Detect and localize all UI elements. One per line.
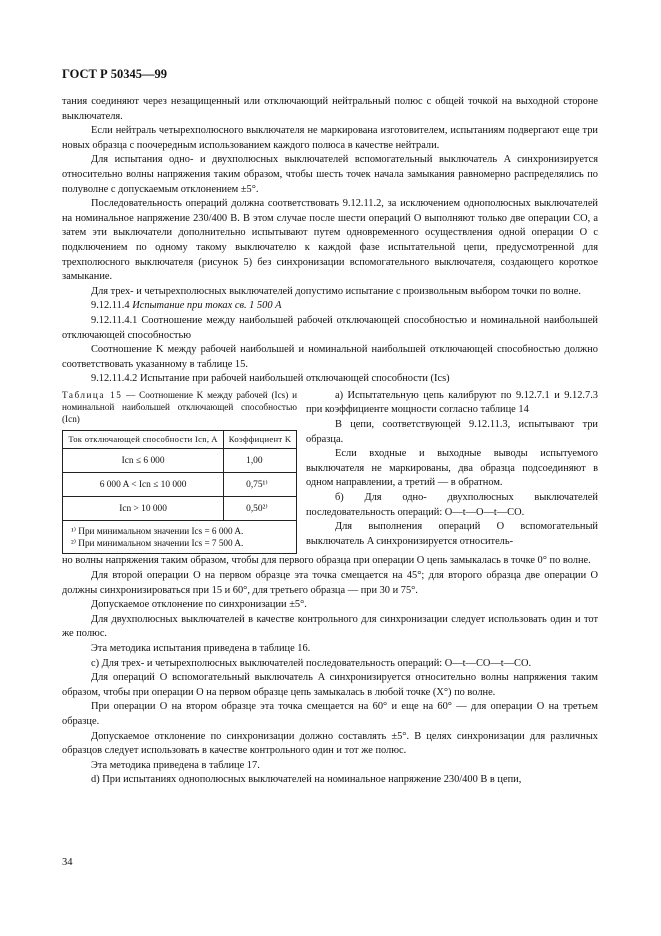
two-column-block bbox=[62, 389, 598, 555]
paragraph: Допускаемое отклонение по синхронизации ±5°. bbox=[91, 599, 307, 611]
table-footnote: ²⁾ При минимальном значении Ics = 7 500 A. bbox=[71, 538, 244, 549]
paragraph: Для двухполюсных выключателей в качестве контрольного для синхронизации следует использовать один и тот же полюс. bbox=[62, 613, 598, 640]
section-9-12-11-4-1: 9.12.11.4.1 Соотношение между наибольшей рабочей отключающей способностью и номинальной наибольшей отключающей способностью bbox=[62, 314, 598, 341]
table-cell-k: 0,75¹⁾ bbox=[224, 473, 297, 497]
paragraph: При операции O на втором образце эта точка смещается на 60° и еще на 60° — для операции O на третьем образце. bbox=[62, 701, 598, 728]
table-cell-condition: 6 000 A < Icn ≤ 10 000 bbox=[63, 473, 224, 497]
coefficient-paragraph: Соотношение K между рабочей наибольшей и номинальной наибольшей отключающей способностью должно соответствовать указанному в таблице 15. bbox=[62, 344, 598, 370]
table-header-coefficient: Коэффициент K bbox=[224, 431, 297, 449]
table-label: Таблица 15 bbox=[62, 389, 123, 400]
paragraph: Для операций O вспомогательный выключатель A синхронизируется относительно волны напряжения таким образом, чтобы при операции O на первом образце цепь замыкалась в любой точке (X°) по волне. bbox=[62, 672, 598, 698]
standard-id-header: ГОСТ Р 50345—99 bbox=[62, 67, 168, 81]
paragraph: Для выполнения операций O вспомогательный выключатель A синхронизируется относитель- bbox=[306, 521, 598, 547]
paragraph: б) Для одно- двухполюсных выключателей последовательность операций: O—t—O—t—CO. bbox=[306, 492, 598, 518]
paragraph: Для испытания одно- и двухполюсных выключателей вспомогательный выключатель A синхронизируется относительно волны напряжения таким образом, чтобы шесть точек начала замыкания равномерно распределялись по полуволне с допускаемым отклонением ±5°. bbox=[62, 154, 598, 195]
table-15 bbox=[62, 430, 297, 554]
paragraph: Эта методика приведена в таблице 17. bbox=[91, 759, 260, 771]
paragraph: тания соединяют через незащищенный или отключающий нейтральный полюс с общей точкой на выходной стороне выключателя. bbox=[62, 96, 598, 122]
table-caption-text: — Соотношение K между рабочей (Ics) и номинальной наибольшей отключающей способностью (Icn) bbox=[62, 389, 297, 425]
table-cell-k: 1,00 bbox=[224, 449, 297, 473]
table-cell-condition: Icn > 10 000 bbox=[63, 497, 224, 521]
paragraph: с) Для трех- и четырехполюсных выключателей последовательность операций: O—t—CO—t—CO. bbox=[91, 657, 532, 669]
paragraph: Эта методика испытания приведена в таблице 16. bbox=[91, 643, 311, 655]
table-row bbox=[63, 449, 297, 473]
paragraph-continuation: но волны напряжения таким образом, чтобы для первого образца при операции O цепь замыкалась в точке 0° по волне. bbox=[62, 555, 591, 567]
paragraph: Для второй операции O на первом образце эта точка смещается на 45°; для второго образца две операции O должны синхронизироваться при 15 и 60°, для третьего образца — при 30 и 75°. bbox=[62, 570, 598, 596]
paragraph: a) Испытательную цепь калибруют по 9.12.7.1 и 9.12.7.3 при коэффициенте мощности согласно таблице 14 bbox=[306, 389, 598, 416]
section-title: Испытание при токах св. 1 500 A bbox=[132, 300, 282, 312]
section-heading-9-12-11-4 bbox=[62, 299, 598, 314]
paragraph: В цепи, соответствующей 9.12.11.3, испытывают три образца. bbox=[306, 419, 598, 445]
paragraph: d) При испытаниях однополюсных выключателей на номинальное напряжение 230/400 В в цепи, bbox=[91, 774, 522, 786]
paragraph: Если нейтраль четырехполюсного выключателя не маркирована изготовителем, испытаниям подвергают еще три новых образца с поочередным использованием каждого полюса в качестве нейтрали. bbox=[62, 125, 598, 151]
table-cell-k: 0,50²⁾ bbox=[224, 497, 297, 521]
table-header-current: Ток отключающей способности Icn, A bbox=[63, 431, 224, 449]
section-9-12-11-4-2: 9.12.11.4.2 Испытание при рабочей наибольшей отключающей способности (Ics) bbox=[91, 373, 450, 385]
page-number: 34 bbox=[62, 857, 73, 868]
table-15-caption bbox=[62, 389, 297, 426]
table-cell-condition: Icn ≤ 6 000 bbox=[63, 449, 224, 473]
table-footnote: ¹⁾ При минимальном значении Ics = 6 000 A. bbox=[71, 526, 244, 537]
table-row bbox=[63, 497, 297, 521]
right-column-text bbox=[306, 389, 598, 555]
table-footnotes-row bbox=[63, 521, 297, 554]
table-row bbox=[63, 473, 297, 497]
paragraph: Для трех- и четырехполюсных выключателей допустимо испытание с произвольным выбором точки по волне. bbox=[91, 285, 582, 297]
document-body bbox=[62, 95, 598, 788]
table-15-block bbox=[62, 389, 297, 555]
paragraph: Последовательность операций должна соответствовать 9.12.11.2, за исключением однополюсных выключателей на номинальное напряжение 230/400 В. В этом случае после шести операций O выполняют только две операции CO, а затем эти выключатели дополнительно испытывают путем одновременного осуществления одной операции O с подключением по одному такому выключателю к каждой фазе испытательной цепи, предусмотренной для трехполюсного выключателя (рисунок 5) без синхронизации вспомогательного выключателя, создающего короткое замыкание. bbox=[62, 198, 598, 283]
section-number: 9.12.11.4 bbox=[91, 300, 130, 312]
paragraph: Если входные и выходные выводы испытуемого выключателя не маркированы, два образца подсоединяют в одном направлении, а третий — в обратном. bbox=[306, 448, 598, 489]
table-footnotes bbox=[63, 521, 297, 554]
paragraph: Допускаемое отклонение по синхронизации должно составлять ±5°. В целях синхронизации для различных образцов следует использовать в качестве контрольного один и тот же полюс. bbox=[62, 730, 598, 757]
